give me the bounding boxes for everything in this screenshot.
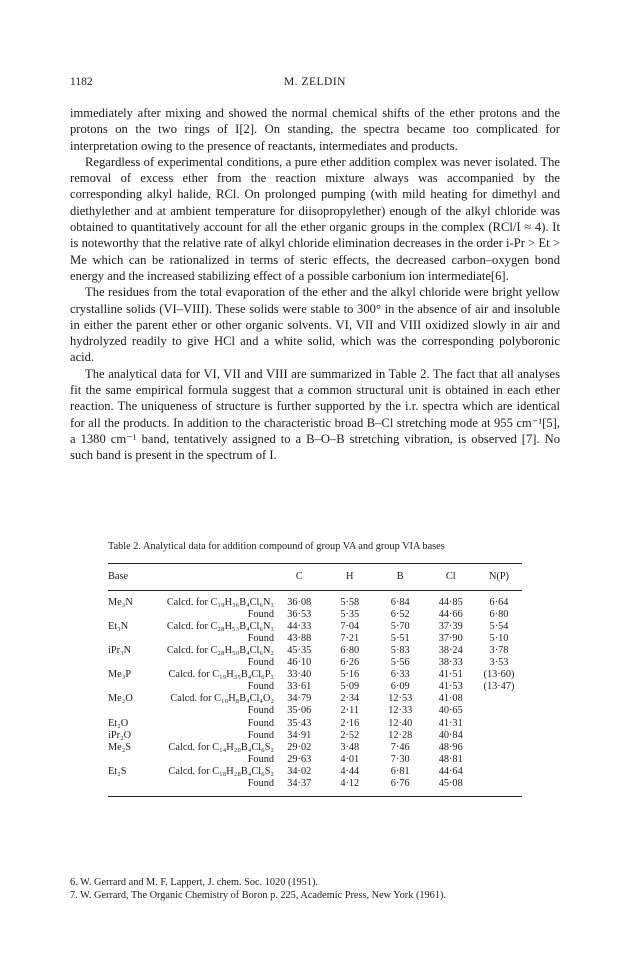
table-row: [108, 705, 522, 717]
cell-carbon: 34·37: [287, 777, 312, 789]
cell-chlorine: 48·96: [438, 741, 463, 753]
cell-base: iPr₂O: [108, 729, 132, 741]
cell-chlorine: 40·84: [438, 729, 463, 741]
cell-hydrogen: 5·16: [340, 669, 360, 681]
cell-chlorine: 41·53: [438, 681, 463, 693]
cell-nitrogen-phosphorus: 6·80: [489, 609, 509, 621]
cell-nitrogen-phosphorus: [476, 718, 522, 730]
cell-base: [108, 705, 153, 717]
cell-base: [108, 609, 153, 621]
cell-boron: 6·33: [390, 669, 410, 681]
cell-carbon: 29·63: [287, 753, 312, 765]
cell-description: Found: [247, 633, 275, 645]
cell-carbon: 29·02: [287, 741, 312, 753]
cell-boron: 5·56: [390, 657, 410, 669]
cell-boron: 6·52: [390, 609, 410, 621]
cell-description: Calcd. for C₁₉H₃₅B₄Cl₆P₃: [168, 669, 275, 681]
cell-carbon: 36·08: [287, 597, 312, 609]
cell-boron: 12·33: [388, 705, 413, 717]
header-np: N(P): [488, 571, 509, 582]
cell-chlorine: 40·65: [438, 705, 463, 717]
reference-item: 7. W. Gerrard, The Organic Chemistry of Boron p. 225, Academic Press, New York (1961).: [70, 890, 446, 901]
cell-boron: 12·28: [388, 729, 413, 741]
cell-carbon: 34·91: [287, 729, 312, 741]
analytical-data-table: [108, 563, 522, 797]
cell-base: Me₂O: [108, 693, 133, 705]
table-header-row: [108, 564, 522, 591]
table-row: [108, 621, 522, 633]
cell-description: Calcd. for C₁₄H₂₀B₄Cl₆S₂: [168, 741, 275, 753]
cell-carbon: 36·53: [287, 609, 312, 621]
cell-chlorine: 44·85: [438, 597, 463, 609]
table-row: [108, 778, 522, 797]
table-row: [108, 754, 522, 766]
header-base: Base: [108, 571, 129, 582]
cell-hydrogen: 5·09: [340, 681, 360, 693]
cell-nitrogen-phosphorus: [476, 693, 522, 705]
cell-base: [108, 681, 153, 693]
cell-description: Found: [247, 729, 275, 741]
cell-description: Found: [247, 753, 275, 765]
cell-chlorine: 37·90: [438, 633, 463, 645]
cell-carbon: 45·35: [287, 645, 312, 657]
table-row: [108, 730, 522, 742]
cell-description: Found: [247, 777, 275, 789]
table-row: [108, 742, 522, 754]
cell-base: Et₂S: [108, 765, 127, 777]
cell-boron: 6·76: [390, 777, 410, 789]
cell-boron: 5·70: [390, 621, 410, 633]
cell-base: [108, 633, 153, 645]
page-number: 1182: [70, 76, 93, 88]
cell-description: Calcd. for C₁₉H₃₆B₄Cl₆N₃: [166, 597, 275, 609]
paragraph: The analytical data for VI, VII and VIII are summarized in Table 2. The fact that all analyses fit the same empirical formula suggest that a common structural unit is obtained in each ether reaction. The uniqueness of structure is further supported by the i.r. spectra which are identical for all the products. In addition to the characteristic broad B–Cl stretching mode at 955 cm⁻¹[5], a 1380 cm⁻¹ band, tentatively assigned to a B–O–B stretching vibration, is observed [7]. No such band is present in the spectrum of I.: [70, 366, 560, 463]
cell-nitrogen-phosphorus: [476, 766, 522, 778]
cell-nitrogen-phosphorus: [476, 730, 522, 742]
cell-chlorine: 41·51: [438, 669, 463, 681]
cell-boron: 6·84: [390, 597, 410, 609]
table-row: [108, 681, 522, 693]
table-row: [108, 657, 522, 669]
cell-nitrogen-phosphorus: 3·53: [489, 657, 509, 669]
cell-base: [108, 657, 153, 669]
header-c: C: [295, 571, 303, 582]
header-cl: Cl: [445, 571, 456, 582]
cell-hydrogen: 2·16: [340, 717, 360, 729]
cell-base: Me₃P: [108, 669, 132, 681]
running-head-author: M. ZELDIN: [284, 76, 346, 88]
cell-chlorine: 38·33: [438, 657, 463, 669]
paragraph: The residues from the total evaporation of the ether and the alkyl chloride were bright yellow crystalline solids (VI–VIII). These solids were stable to 300° in the absence of air and insoluble in either the parent ether or other organic solvents. VI, VII and VIII oxidized slowly in air and hydrolyzed readily to give HCl and a white solid, which was the corresponding polyboronic acid.: [70, 285, 560, 365]
cell-hydrogen: 4·44: [340, 765, 360, 777]
paragraph: immediately after mixing and showed the normal chemical shifts of the ether protons and the protons on the two rings of I[2]. On standing, the spectra became too complicated for interpretation owing to the presence of reactants, intermediates and products.: [70, 106, 560, 153]
cell-chlorine: 37·39: [438, 621, 463, 633]
cell-carbon: 44·33: [287, 621, 312, 633]
cell-description: Calcd. for C₂₈H₅₃B₄Cl₆N₃: [166, 621, 275, 633]
cell-chlorine: 45·08: [438, 777, 463, 789]
cell-hydrogen: 4·12: [340, 777, 360, 789]
cell-carbon: 43·88: [287, 633, 312, 645]
body-text: [70, 105, 560, 464]
cell-base: Me₂S: [108, 741, 132, 753]
cell-nitrogen-phosphorus: [476, 705, 522, 717]
table-row: [108, 633, 522, 645]
cell-nitrogen-phosphorus: 5·10: [489, 633, 509, 645]
table-row: [108, 693, 522, 705]
cell-base: Et₂O: [108, 717, 129, 729]
cell-hydrogen: 5·35: [340, 609, 360, 621]
header-h: H: [346, 571, 354, 582]
cell-description: Found: [247, 705, 275, 717]
cell-carbon: 33·40: [287, 669, 312, 681]
cell-description: Found: [247, 681, 275, 693]
cell-boron: 5·83: [390, 645, 410, 657]
cell-carbon: 46·10: [287, 657, 312, 669]
cell-hydrogen: 6·26: [340, 657, 360, 669]
cell-hydrogen: 2·34: [340, 693, 360, 705]
table-row: [108, 718, 522, 730]
paragraph: Regardless of experimental conditions, a pure ether addition complex was never isolated. The removal of excess ether from the reaction mixture always was accompanied by the corresponding alkyl halide, RCl. On prolonged pumping (with mild heating for dimethyl and diethylether and at ambient temperature for diisopropylether) enough of the alkyl chloride was obtained to quantitatively account for all the ether organic groups in the complex (RCl/I ≈ 4). It is noteworthy that the relative rate of alkyl chloride elimination decreases in the order i-Pr > Et > Me which can be rationalized in terms of steric effects, the decreased carbon–oxygen bond energy and the increased stabilizing effect of a possible carbonium ion intermediate[6].: [70, 154, 560, 283]
cell-hydrogen: 3·48: [340, 741, 360, 753]
cell-carbon: 34·79: [287, 693, 312, 705]
table-row: [108, 766, 522, 778]
cell-base: iPr₃N: [108, 645, 132, 657]
cell-nitrogen-phosphorus: [476, 778, 522, 797]
cell-base: Et₃N: [108, 621, 129, 633]
cell-boron: 7·46: [390, 741, 410, 753]
cell-chlorine: 41·08: [438, 693, 463, 705]
cell-nitrogen-phosphorus: [476, 754, 522, 766]
cell-chlorine: 44·64: [438, 765, 463, 777]
cell-hydrogen: 7·21: [340, 633, 360, 645]
cell-carbon: 35·06: [287, 705, 312, 717]
table-row: [108, 669, 522, 681]
cell-hydrogen: 6·80: [340, 645, 360, 657]
cell-description: Calcd. for C₁₈H₂₈B₄Cl₆S₂: [168, 765, 275, 777]
cell-chlorine: 38·24: [438, 645, 463, 657]
cell-description: Found: [247, 657, 275, 669]
cell-description: Calcd. for C₂₈H₅₀B₄Cl₆N₂: [166, 645, 275, 657]
cell-hydrogen: 2·11: [340, 705, 359, 717]
cell-description: Found: [247, 717, 275, 729]
cell-chlorine: 41·31: [438, 717, 463, 729]
cell-description: Calcd. for C₁₀H₈B₄Cl₄O₂: [170, 693, 275, 705]
references: [70, 876, 560, 902]
cell-boron: 6·09: [390, 681, 410, 693]
cell-chlorine: 44·66: [438, 609, 463, 621]
cell-nitrogen-phosphorus: (13·60): [483, 669, 515, 681]
cell-hydrogen: 2·52: [340, 729, 360, 741]
cell-boron: 12·53: [388, 693, 413, 705]
table-row: [108, 645, 522, 657]
header-b: B: [396, 571, 404, 582]
cell-hydrogen: 7·04: [340, 621, 360, 633]
cell-nitrogen-phosphorus: [476, 742, 522, 754]
cell-chlorine: 48·81: [438, 753, 463, 765]
cell-hydrogen: 5·58: [340, 597, 360, 609]
cell-hydrogen: 4·01: [340, 753, 360, 765]
cell-carbon: 34·02: [287, 765, 312, 777]
table-row: [108, 591, 522, 610]
cell-base: Me₃N: [108, 597, 133, 609]
cell-description: Found: [247, 609, 275, 621]
page-header: [70, 76, 560, 94]
cell-nitrogen-phosphorus: (13·47): [483, 681, 515, 693]
cell-carbon: 33·61: [287, 681, 312, 693]
table-row: [108, 609, 522, 621]
cell-boron: 5·51: [390, 633, 410, 645]
cell-base: [108, 754, 153, 766]
table-caption: Table 2. Analytical data for addition compound of group VA and group VIA bases: [108, 541, 445, 552]
cell-nitrogen-phosphorus: 3·78: [489, 645, 509, 657]
cell-base: [108, 778, 153, 797]
cell-nitrogen-phosphorus: 6·64: [489, 597, 509, 609]
cell-boron: 12·40: [388, 717, 413, 729]
cell-boron: 6·81: [390, 765, 410, 777]
cell-carbon: 35·43: [287, 717, 312, 729]
cell-nitrogen-phosphorus: 5·54: [489, 621, 509, 633]
reference-item: 6. W. Gerrard and M. F. Lappert, J. chem. Soc. 1020 (1951).: [70, 877, 318, 888]
cell-boron: 7·30: [390, 753, 410, 765]
